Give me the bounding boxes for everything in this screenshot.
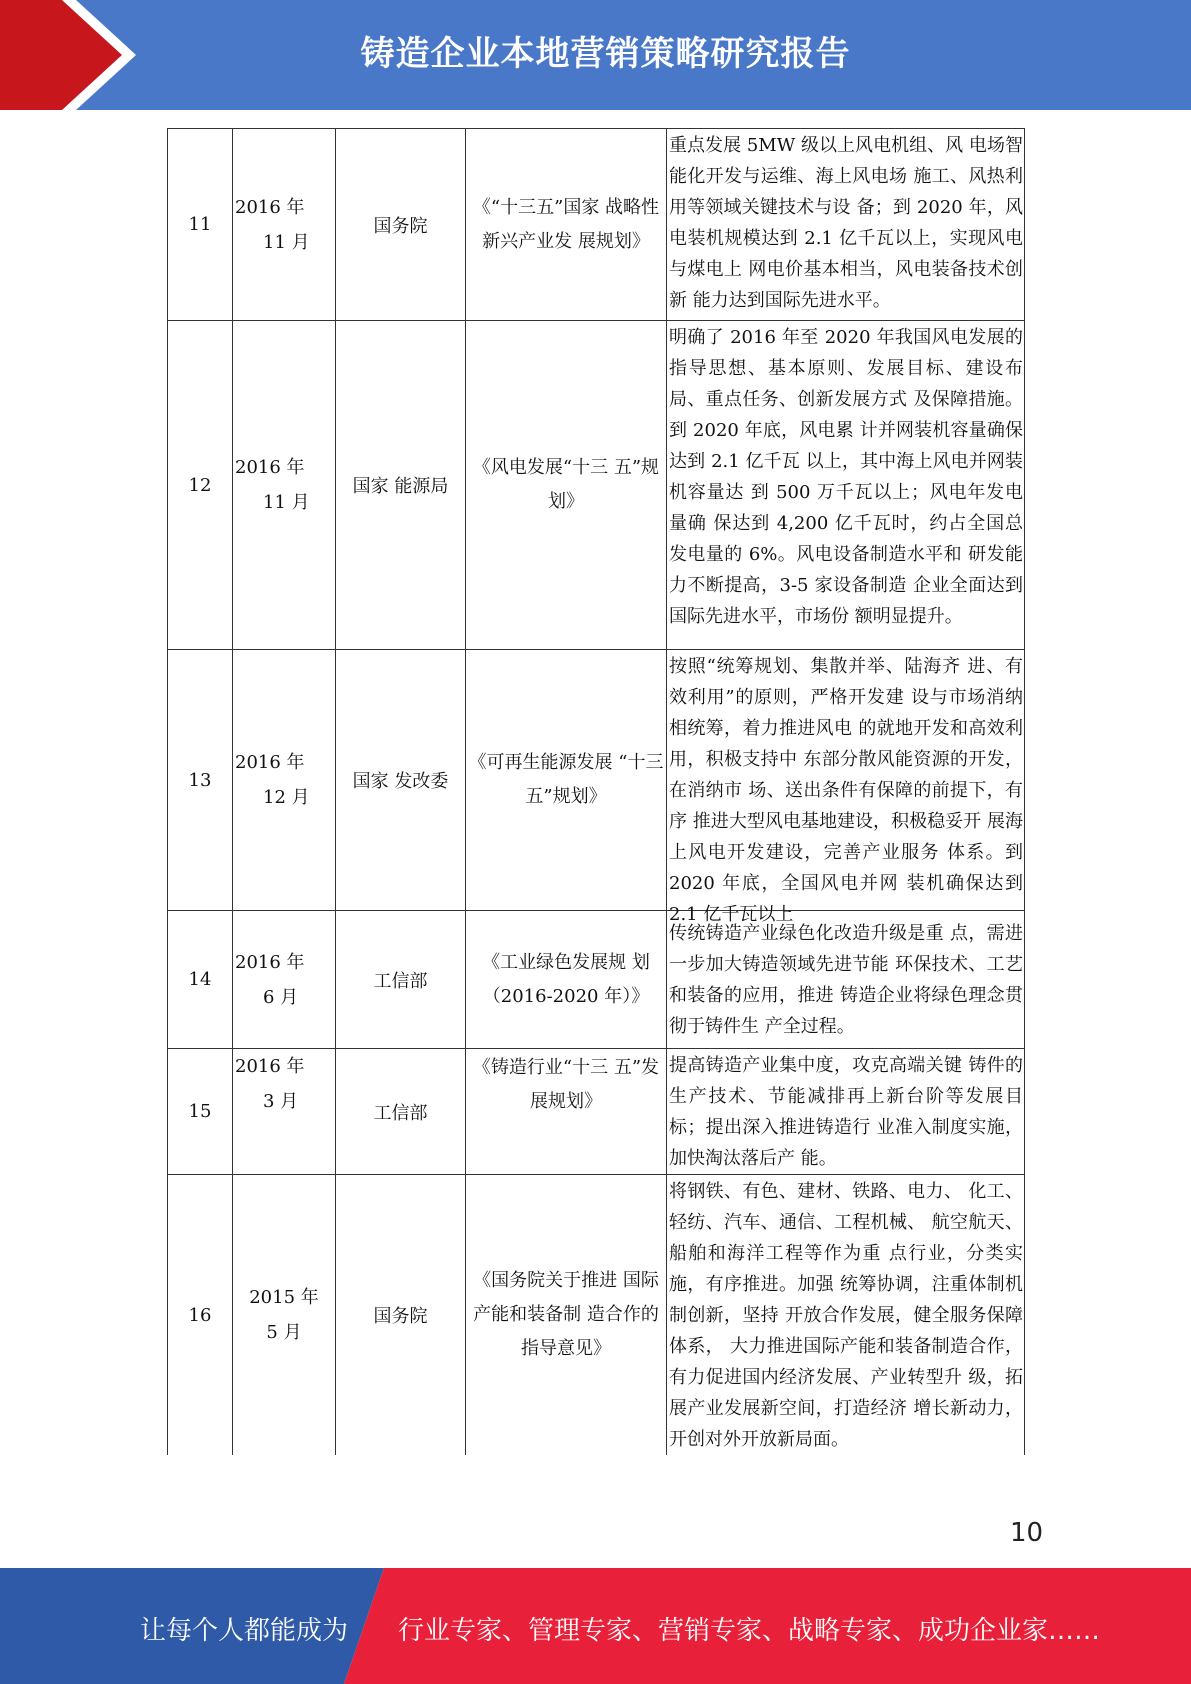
row-department: 工信部 [336, 1049, 466, 1175]
row-content: 明确了 2016 年至 2020 年我国风电发展的指导思想、基本原则、发展目标、建设布局、重点任务、创新发展方式 及保障措施。到 2020 年底，风电累 计并网装机容量确保达到 2.1 亿千瓦 以上，其中海上风电并网装机容量达 到 500 万千瓦以上；风电年发电量确 保达到 4,200 亿千瓦时，约占全国总 发电量的 6%。风电设备制造水平和 研发能力不断提高，3-5 家设备制造 企业全面达到国际先进水平，市场份 额明显提升。 [667, 321, 1025, 650]
row-document: 《国务院关于推进 国际产能和装备制 造合作的指导意见》 [466, 1175, 667, 1456]
page-header [0, 0, 1191, 110]
row-number: 16 [168, 1175, 233, 1456]
row-year: 2016 年 [235, 457, 305, 478]
row-date [233, 321, 336, 650]
footer-slogan-left: 让每个人都能成为 [140, 1616, 349, 1646]
row-year: 2015 年 [249, 1287, 319, 1308]
row-department: 工信部 [336, 911, 466, 1049]
row-month: 12 月 [263, 787, 310, 808]
row-month: 6 月 [263, 986, 299, 1008]
header-title: 铸造企业本地营销策略研究报告 [360, 34, 851, 74]
row-number: 12 [168, 321, 233, 650]
row-number: 13 [168, 650, 233, 911]
row-content: 重点发展 5MW 级以上风电机组、风 电场智能化开发与运维、海上风电场 施工、风热利用等领域关键技术与设 备；到 2020 年，风电装机规模达到 2.1 亿千瓦以上，实现风电与煤电上 网电价基本相当，风电装备技术创新 能力达到国际先进水平。 [667, 129, 1025, 321]
row-document: 《工业绿色发展规 划（2016-2020 年）》 [466, 911, 667, 1049]
row-number: 11 [168, 129, 233, 321]
table-row [168, 129, 1025, 321]
row-content: 提高铸造产业集中度，攻克高端关键 铸件的生产技术、节能减排再上新台阶等发展目标；提出深入推进铸造行 业准入制度实施，加快淘汰落后产 能。 [667, 1049, 1025, 1175]
row-department: 国务院 [336, 1175, 466, 1456]
row-document: 《可再生能源发展 “十三五”规划》 [466, 650, 667, 911]
row-month: 5 月 [266, 1322, 302, 1343]
row-document: 《铸造行业“十三 五”发展规划》 [466, 1049, 667, 1175]
table-row [168, 650, 1025, 911]
row-year: 2016 年 [235, 951, 305, 973]
footer-slogan-right: 行业专家、管理专家、营销专家、战略专家、成功企业家…… [398, 1616, 1101, 1646]
row-month: 3 月 [263, 1091, 299, 1112]
row-content [667, 650, 1025, 925]
row-number: 14 [168, 911, 233, 1049]
row-document: 《“十三五”国家 战略性新兴产业发 展规划》 [466, 129, 667, 321]
row-content-text: 按照“统筹规划、集散并举、陆海齐 进、有效利用”的原则，严格开发建 设与市场消纳相统筹，着力推进风电 的就地开发和高效利用，积极支持中 东部分散风能资源的开发，在消纳市 场、送出条件有保障的前提下，有序 推进大型风电基地建设，积极稳妥开 展海上风电开发建设，完善产业服务 体系。到 2020 年底，全国风电并网 装机确保达到 2.1 亿千瓦以上 [669, 656, 1023, 925]
row-department: 国家 发改委 [336, 650, 466, 911]
row-date [233, 911, 336, 1049]
page-number: 10 [1010, 1518, 1044, 1548]
row-year: 2016 年 [235, 1056, 305, 1077]
row-department: 国务院 [336, 129, 466, 321]
page-footer [0, 1568, 1191, 1684]
row-content: 将钢铁、有色、建材、铁路、电力、 化工、轻纺、汽车、通信、工程机械、 航空航天、船舶和海洋工程等作为重 点行业，分类实施，有序推进。加强 统筹协调，注重体制机制创新，坚持 开放合作发展，健全服务保障体系， 大力推进国际产能和装备制造合作， 有力促进国内经济发展、产业转型升 级，拓展产业发展新空间，打造经济 增长新动力，开创对外开放新局面。 [667, 1175, 1025, 1456]
row-date [233, 1175, 336, 1456]
table-row [168, 1049, 1025, 1175]
table-row [168, 1175, 1025, 1456]
policy-table [167, 128, 1025, 1455]
table-row [168, 911, 1025, 1049]
row-year: 2016 年 [235, 196, 305, 218]
row-content: 传统铸造产业绿色化改造升级是重 点，需进一步加大铸造领域先进节能 环保技术、工艺和装备的应用，推进 铸造企业将绿色理念贯彻于铸件生 产全过程。 [667, 911, 1025, 1049]
row-number: 15 [168, 1049, 233, 1175]
row-date [233, 650, 336, 911]
row-date [233, 129, 336, 321]
table-row [168, 321, 1025, 650]
row-date [233, 1049, 336, 1175]
row-document: 《风电发展“十三 五”规划》 [466, 321, 667, 650]
row-department: 国家 能源局 [336, 321, 466, 650]
row-year: 2016 年 [235, 752, 305, 773]
row-month: 11 月 [263, 492, 310, 513]
row-month: 11 月 [263, 231, 310, 253]
